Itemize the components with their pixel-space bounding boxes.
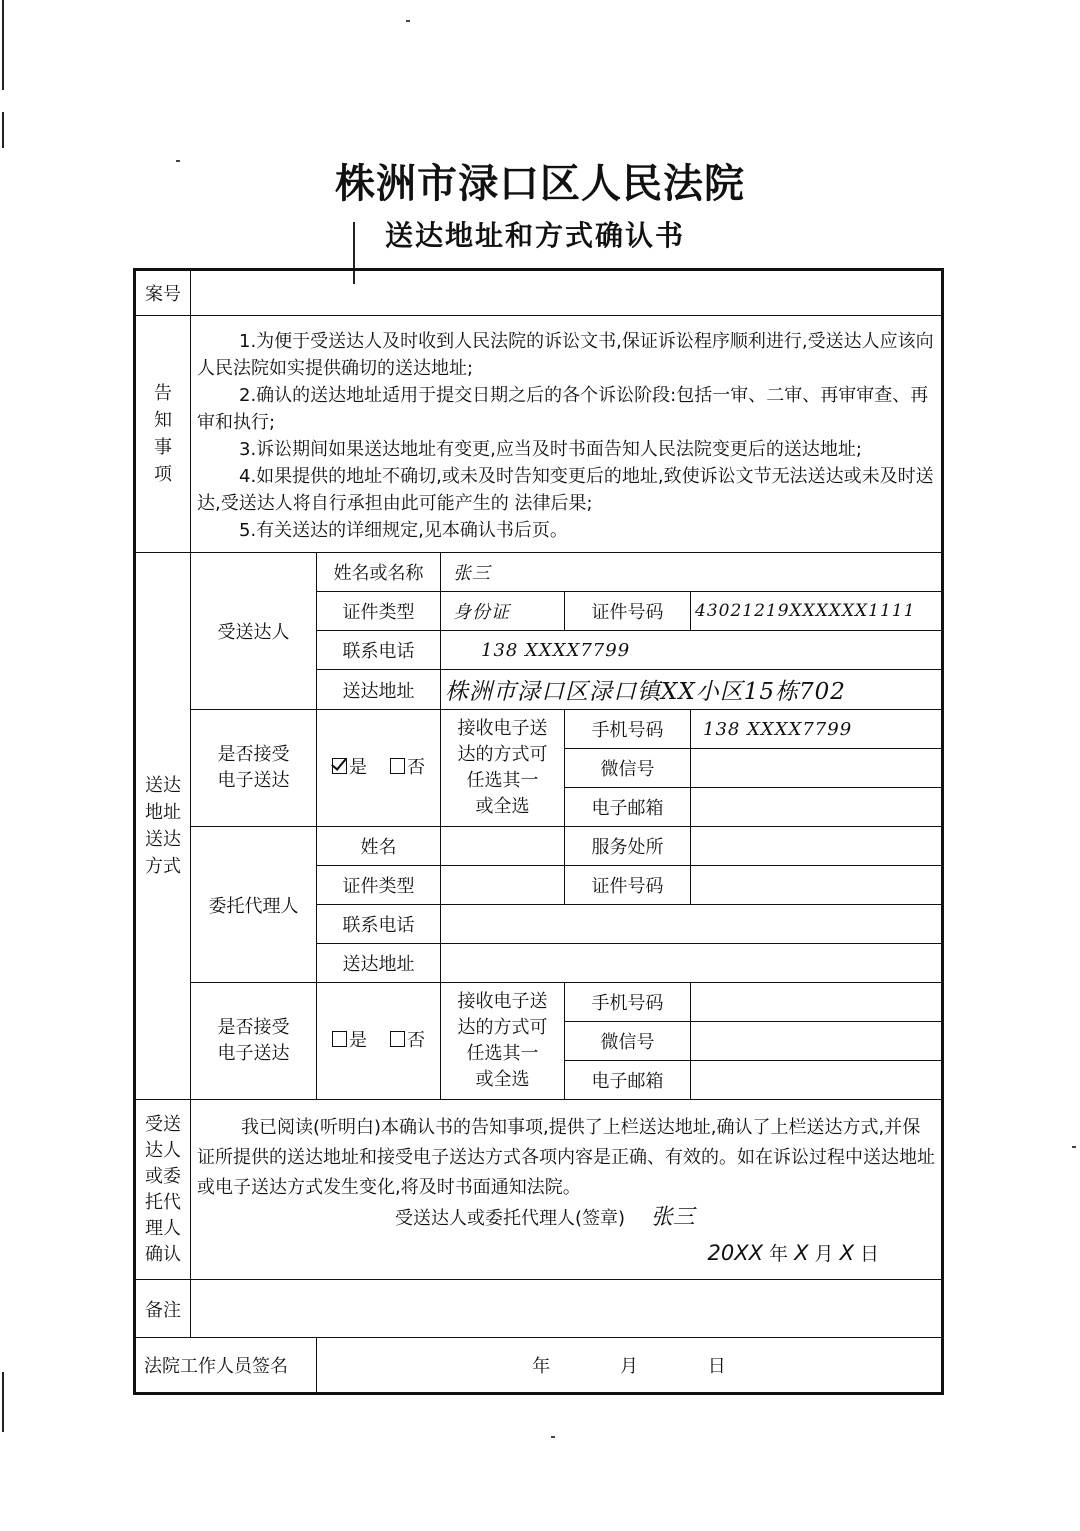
agent-mobile-field[interactable]: [691, 983, 943, 1022]
notice-item-4: 4.如果提供的地址不确切,或未及时告知变更后的地址,致使诉讼文节无法送达或未及时送达,受送达人将自行承担由此可能产生的 法律后果;: [197, 466, 934, 514]
agent-wechat-label: 微信号: [565, 1022, 691, 1061]
scan-dot: [406, 20, 410, 22]
notice-item-1: 1.为便于受送达人及时收到人民法院的诉讼文书,保证诉讼程序顺利进行,受送达人应该向人民法院如实提供确切的送达地址;: [197, 331, 934, 379]
scan-dot: [551, 1436, 555, 1438]
remarks-field[interactable]: [191, 1280, 943, 1338]
yes-checkbox[interactable]: [332, 1031, 347, 1047]
case-number-label: 案号: [135, 270, 191, 316]
no-label: 否: [406, 757, 425, 778]
recipient-id-type-label: 证件类型: [317, 592, 441, 631]
staff-signature-label: 法院工作人员签名: [135, 1338, 317, 1394]
no-label: 否: [406, 1030, 425, 1051]
notice-label-char: 项: [154, 464, 172, 485]
section-label-part: 送达: [145, 829, 181, 850]
notice-item-2: 2.确认的送达地址适用于提交日期之后的各个诉讼阶段:包括一审、二审、再审审查、再审和执行;: [197, 385, 929, 433]
staff-month: 月: [620, 1356, 639, 1377]
agent-email-label: 电子邮箱: [565, 1061, 691, 1100]
agent-id-no-label: 证件号码: [565, 866, 691, 905]
case-number-field[interactable]: [191, 270, 943, 316]
confirmation-label-part: 确认: [145, 1243, 181, 1265]
confirmation-label-part: 理人: [145, 1217, 181, 1239]
notice-label-char: 知: [154, 410, 172, 431]
agent-name-label: 姓名: [317, 827, 441, 866]
staff-year: 年: [532, 1356, 551, 1377]
confirmation-text: [191, 1100, 943, 1280]
recipient-electronic-label: [191, 710, 317, 827]
recipient-name-label: 姓名或名称: [317, 553, 441, 592]
date-month: X: [794, 1240, 809, 1265]
method-line: 任选其一: [466, 770, 539, 791]
court-title: 株洲市渌口区人民法院: [335, 160, 745, 207]
label-line: 电子送达: [217, 770, 290, 791]
agent-email-field[interactable]: [691, 1061, 943, 1100]
section-label-part: 送达: [145, 775, 181, 796]
agent-office-field[interactable]: [691, 827, 943, 866]
recipient-mobile-field[interactable]: 138 XXXX7799: [691, 710, 943, 749]
scan-edge-mid: [2, 112, 4, 148]
remarks-label: 备注: [135, 1280, 191, 1338]
case-number-row: [135, 270, 943, 316]
document-title: 送达地址和方式确认书: [384, 219, 685, 252]
remarks-row: [135, 1280, 943, 1338]
confirmation-statement: 我已阅读(听明白)本确认书的告知事项,提供了上栏送达地址,确认了上栏送达方式,并保证所提供的送达地址和接受电子送达方式各项内容是正确、有效的。如在诉讼过程中送达地址或电子送达方式发生变化,将及时书面通知法院。: [197, 1116, 935, 1198]
staff-row: [135, 1338, 943, 1394]
method-line: 任选其一: [466, 1043, 539, 1064]
confirmation-label-part: 受送: [145, 1113, 181, 1135]
yes-label: 是: [349, 757, 368, 778]
agent-id-type-label: 证件类型: [317, 866, 441, 905]
notice-label-char: 事: [154, 437, 172, 458]
recipient-electronic-method-note: [441, 710, 565, 827]
confirmation-row: [135, 1100, 943, 1280]
scan-dot: [1072, 1146, 1076, 1148]
section-label-part: 方式: [145, 856, 181, 877]
notice-item-3: 3.诉讼期间如果送达地址有变更,应当及时书面告知人民法院变更后的送达地址;: [239, 439, 862, 460]
confirmation-form: [133, 268, 944, 1395]
method-line: 接收电子送: [457, 991, 548, 1012]
recipient-electronic-choice: [317, 710, 441, 827]
agent-id-type-field[interactable]: [441, 866, 565, 905]
recipient-id-no-label: 证件号码: [565, 592, 691, 631]
agent-label: 委托代理人: [191, 827, 317, 983]
address-method-label: [135, 553, 191, 1100]
agent-wechat-field[interactable]: [691, 1022, 943, 1061]
scan-edge-low: [2, 1372, 4, 1432]
confirmation-label-part: 达人: [145, 1139, 181, 1161]
recipient-email-label: 电子邮箱: [565, 788, 691, 827]
label-line: 电子送达: [217, 1043, 290, 1064]
signature-date: [197, 1238, 937, 1269]
notice-item-5: 5.有关送达的详细规定,见本确认书后页。: [239, 520, 568, 541]
recipient-label: 受送达人: [191, 553, 317, 710]
recipient-address-label: 送达地址: [317, 670, 441, 710]
confirmation-label-part: 托代: [145, 1191, 181, 1213]
method-line: 或全选: [475, 1069, 530, 1090]
recipient-wechat-field[interactable]: [691, 749, 943, 788]
agent-name-field[interactable]: [441, 827, 565, 866]
agent-address-label: 送达地址: [317, 944, 441, 983]
agent-mobile-label: 手机号码: [565, 983, 691, 1022]
notice-label-char: 告: [154, 383, 172, 404]
date-day-suffix: 日: [860, 1242, 880, 1265]
method-line: 达的方式可: [457, 1017, 548, 1038]
signature-line: [197, 1203, 937, 1234]
staff-signature-field[interactable]: [317, 1338, 943, 1394]
recipient-address-field[interactable]: 株洲市渌口区渌口镇XX小区15栋702: [441, 670, 943, 710]
confirmation-label: [135, 1100, 191, 1280]
method-line: 达的方式可: [457, 744, 548, 765]
signature-label: 受送达人或委托代理人(签章): [395, 1207, 626, 1229]
notice-label: [135, 316, 191, 553]
recipient-wechat-label: 微信号: [565, 749, 691, 788]
yes-label: 是: [349, 1030, 368, 1051]
label-line: 是否接受: [217, 1017, 290, 1038]
recipient-phone-label: 联系电话: [317, 631, 441, 670]
agent-electronic-choice: [317, 983, 441, 1100]
agent-address-field[interactable]: [441, 944, 943, 983]
notice-row: [135, 316, 943, 553]
notice-text: [191, 316, 943, 553]
label-line: 是否接受: [217, 744, 290, 765]
scan-edge-top: [2, 0, 4, 90]
recipient-email-field[interactable]: [691, 788, 943, 827]
date-day: X: [839, 1240, 854, 1265]
section-label-part: 地址: [145, 802, 181, 823]
date-year: 20XX: [707, 1240, 763, 1265]
date-month-suffix: 月: [814, 1242, 834, 1265]
agent-electronic-method-note: [441, 983, 565, 1100]
agent-phone-field[interactable]: [441, 905, 943, 944]
method-line: 或全选: [475, 796, 530, 817]
recipient-mobile-label: 手机号码: [565, 710, 691, 749]
agent-phone-label: 联系电话: [317, 905, 441, 944]
agent-id-no-field[interactable]: [691, 866, 943, 905]
agent-office-label: 服务处所: [565, 827, 691, 866]
signature[interactable]: 张三: [650, 1204, 695, 1230]
recipient-id-no-field[interactable]: 43021219XXXXXX1111: [691, 592, 943, 631]
date-year-suffix: 年: [769, 1242, 789, 1265]
method-line: 接收电子送: [457, 718, 548, 739]
confirmation-label-part: 或委: [145, 1165, 181, 1187]
recipient-id-type-field[interactable]: 身份证: [441, 592, 565, 631]
staff-day: 日: [707, 1356, 726, 1377]
recipient-phone-field[interactable]: 138 XXXX7799: [441, 631, 943, 670]
no-checkbox[interactable]: [390, 1031, 405, 1047]
yes-checkbox[interactable]: [332, 758, 347, 774]
no-checkbox[interactable]: [390, 758, 405, 774]
agent-electronic-label: [191, 983, 317, 1100]
recipient-name-field[interactable]: 张三: [441, 553, 943, 592]
